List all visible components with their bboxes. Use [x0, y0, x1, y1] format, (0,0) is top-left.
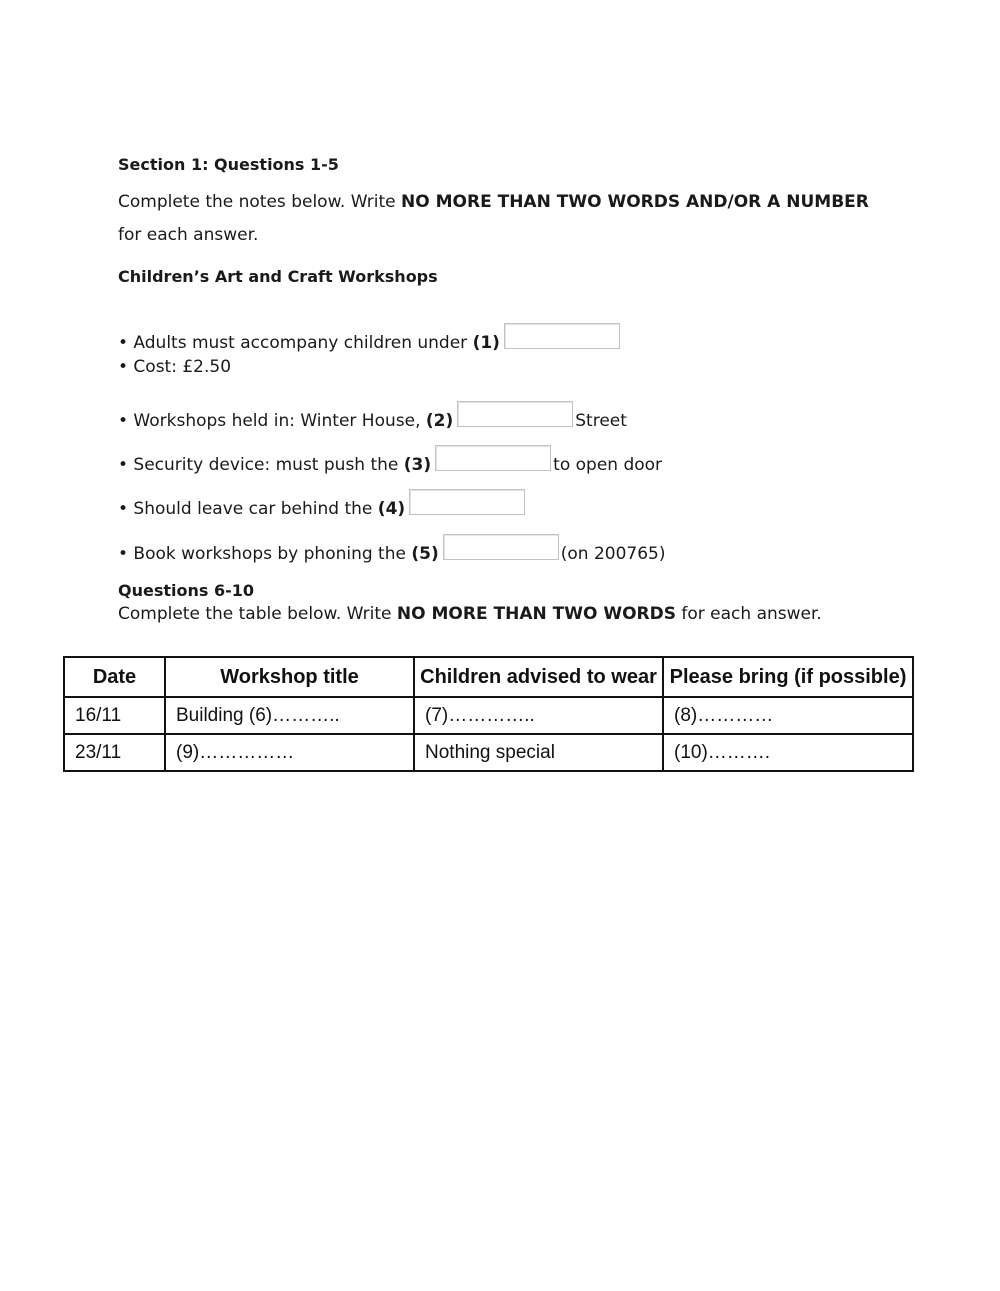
header-children-wear: Children advised to wear: [414, 657, 663, 697]
section-1-instructions: Complete the notes below. Write NO MORE THAN TWO WORDS AND/OR A NUMBER for each answer.: [118, 192, 869, 245]
table-cell: 23/11: [64, 734, 165, 771]
table-cell: (10)……….: [663, 734, 913, 771]
answer-input-5[interactable]: [443, 534, 559, 560]
table-header-row: [64, 657, 913, 697]
table-cell: Nothing special: [414, 734, 663, 771]
header-workshop-title: Workshop title: [165, 657, 414, 697]
section-1-title: Section 1: Questions 1-5: [118, 155, 339, 174]
note-cost: • Cost: £2.50: [118, 357, 232, 377]
note-3: • Security device: must push the (3) to open door: [118, 445, 662, 473]
note-4: • Should leave car behind the (4): [118, 489, 527, 517]
section-2-instructions: Complete the table below. Write NO MORE THAN TWO WORDS for each answer.: [118, 604, 822, 624]
table-row: [64, 734, 913, 771]
table-cell: Building (6)………..: [165, 697, 414, 734]
table-cell: (7)…………..: [414, 697, 663, 734]
answer-input-3[interactable]: [435, 445, 551, 471]
table-cell: (9)……………: [165, 734, 414, 771]
answer-input-4[interactable]: [409, 489, 525, 515]
table-cell: 16/11: [64, 697, 165, 734]
header-please-bring: Please bring (if possible): [663, 657, 913, 697]
header-date: Date: [64, 657, 165, 697]
note-2: • Workshops held in: Winter House, (2) Street: [118, 401, 627, 429]
answer-input-1[interactable]: [504, 323, 620, 349]
answer-input-2[interactable]: [457, 401, 573, 427]
section-2-title: Questions 6-10: [118, 581, 255, 600]
workshop-table: [63, 656, 914, 772]
note-1: • Adults must accompany children under (1): [118, 323, 622, 351]
note-5: • Book workshops by phoning the (5) (on 200765): [118, 534, 665, 562]
table-cell: (8)…………: [663, 697, 913, 734]
workshops-title: Children’s Art and Craft Workshops: [118, 267, 438, 286]
table-row: [64, 697, 913, 734]
